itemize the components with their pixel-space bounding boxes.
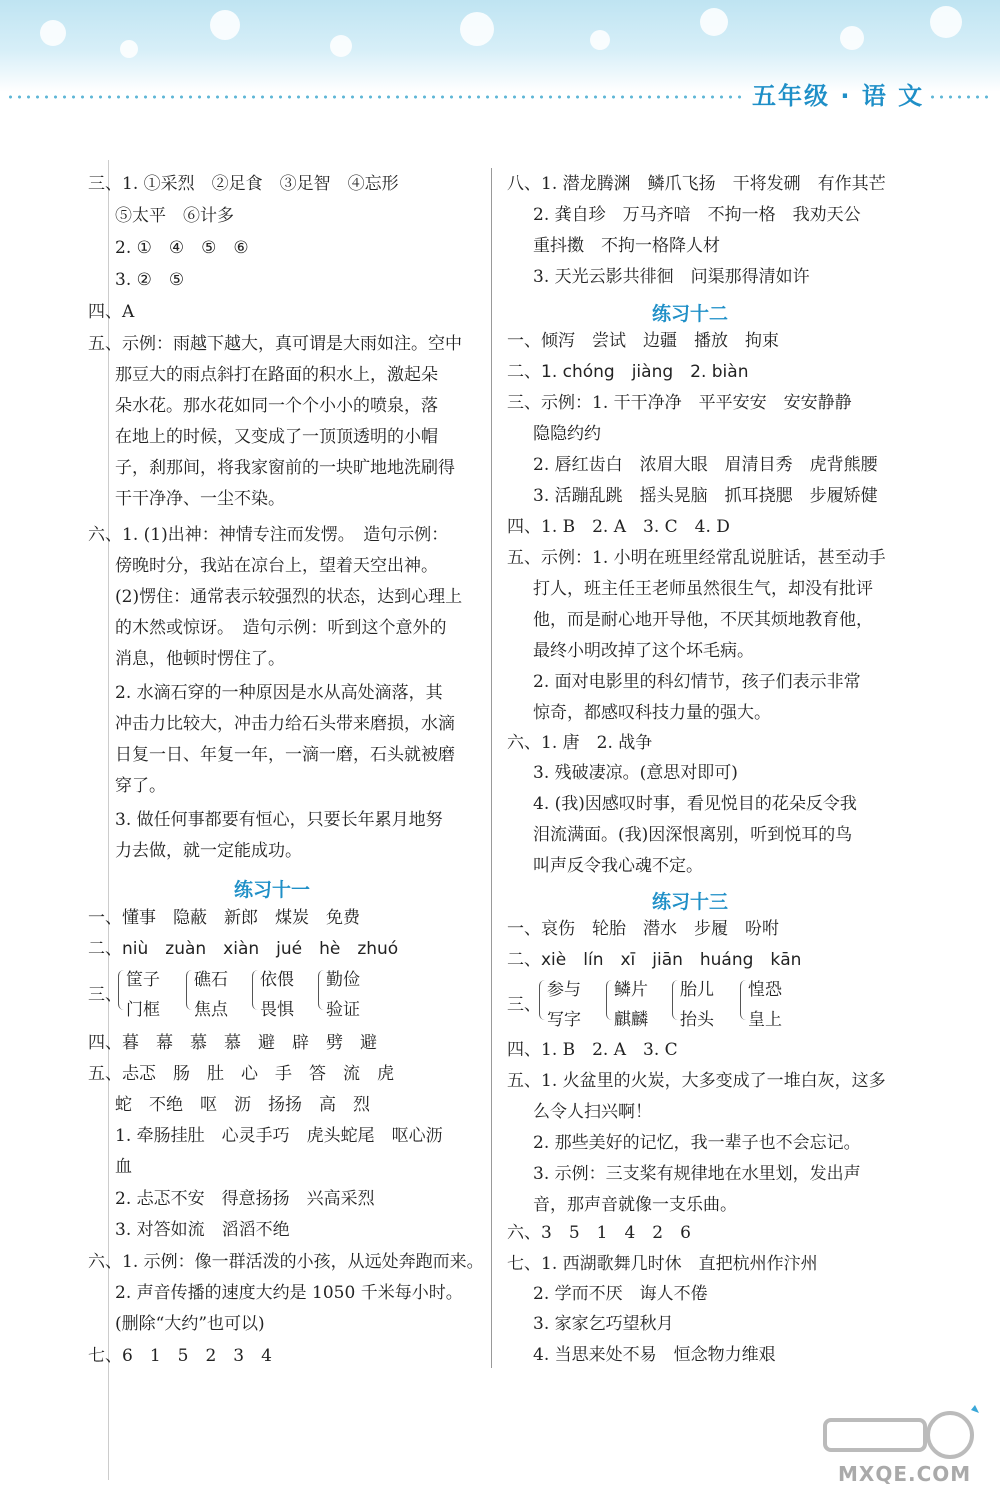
answer-line: 3. 残破凄凉。(意思对即可) <box>533 763 738 783</box>
brace <box>118 970 125 1010</box>
header-dotted-rule <box>6 95 741 99</box>
answer-line: 2. 唇红齿白 浓眉大眼 眉清目秀 虎背熊腰 <box>533 455 878 475</box>
section-title: 练习十一 <box>234 879 311 901</box>
brace <box>252 970 259 1010</box>
answer-line: 惊奇，都感叹科技力量的强大。 <box>533 703 771 723</box>
answer-line: 泪流满面。(我)因深恨离别，听到悦耳的鸟 <box>533 825 853 845</box>
answer-line: 六、1. 唐 2. 战争 <box>507 733 653 753</box>
word: 验证 <box>326 1000 360 1020</box>
answer-line: 2. ① ④ ⑤ ⑥ <box>115 238 249 258</box>
column-divider <box>491 168 492 1368</box>
word: 礁石 <box>194 970 228 990</box>
answer-line: 七、6 1 5 2 3 4 <box>88 1346 272 1366</box>
answer-line: 2. 那些美好的记忆，我一辈子也不会忘记。 <box>533 1133 861 1153</box>
answer-line: 他，而是耐心地开导他，不厌其烦地教育他， <box>533 610 873 630</box>
answer-line: 力去做，就一定能成功。 <box>115 841 302 861</box>
answer-line: 蛇 不绝 呕 沥 扬扬 高 烈 <box>115 1095 370 1115</box>
answer-line: 一、哀伤 轮胎 潜水 步履 吩咐 <box>507 919 779 939</box>
answer-line: 五、示例：雨越下越大，真可谓是大雨如注。空中 <box>88 334 462 354</box>
word: 惶恐 <box>748 980 782 1000</box>
answer-line: 一、倾泻 尝试 边疆 播放 拘束 <box>507 331 779 351</box>
answer-line: 干干净净、一尘不染。 <box>115 489 285 509</box>
answer-line: 2. 水滴石穿的一种原因是水从高处滴落，其 <box>115 683 443 703</box>
answer-line: 血 <box>115 1157 132 1177</box>
word: 皇上 <box>748 1010 782 1030</box>
answer-line: 六、3 5 1 4 2 6 <box>507 1223 691 1243</box>
answer-line: 1. 牵肠挂肚 心灵手巧 虎头蛇尾 呕心沥 <box>115 1126 443 1146</box>
answer-line: 3. 活蹦乱跳 摇头晃脑 抓耳挠腮 步履矫健 <box>533 486 878 506</box>
word: 参与 <box>547 980 581 1000</box>
word: 写字 <box>547 1010 581 1030</box>
answer-line: 冲击力比较大，冲击力给石头带来磨损，水滴 <box>115 714 455 734</box>
answer-line: 2. 龚自珍 万马齐喑 不拘一格 我劝天公 <box>533 205 861 225</box>
answer-line: 3. 示例：三支桨有规律地在水里划，发出声 <box>533 1164 861 1184</box>
answer-line: 朵水花。那水花如同一个个小小的喷泉，落 <box>115 396 438 416</box>
answer-line: 3. 对答如流 滔滔不绝 <box>115 1220 290 1240</box>
answer-line: 2. 学而不厌 诲人不倦 <box>533 1284 708 1304</box>
answer-line: 4. (我)因感叹时事，看见悦目的花朵反令我 <box>533 794 857 814</box>
margin-line <box>108 160 109 1480</box>
answer-line: 的木然或惊讶。 造句示例：听到这个意外的 <box>115 618 447 638</box>
answer-line: 四、1. B 2. A 3. C 4. D <box>507 517 730 537</box>
answer-line: ⑤太平 ⑥计多 <box>115 206 234 226</box>
word: 焦点 <box>194 1000 228 1020</box>
word: 麒麟 <box>614 1010 648 1030</box>
brace <box>186 970 193 1010</box>
answer-line: 七、1. 西湖歌舞几时休 直把杭州作汴州 <box>507 1254 818 1274</box>
word: 抬头 <box>680 1010 714 1030</box>
answer-line: 四、A <box>88 302 135 322</box>
page-header-title: 五年级 · 语 文 <box>752 82 925 110</box>
answer-line: (2)愣住：通常表示较强烈的状态，达到心理上 <box>115 587 463 607</box>
answer-line: 重抖擞 不拘一格降人材 <box>533 236 720 256</box>
answer-line: 三、1. ①采烈 ②足食 ③足智 ④忘形 <box>88 174 399 194</box>
answer-line: 日复一日、年复一年，一滴一磨，石头就被磨 <box>115 745 455 765</box>
answer-line: 八、1. 潜龙腾渊 鳞爪飞扬 干将发硎 有作其芒 <box>507 174 886 194</box>
answer-line: 穿了。 <box>115 776 166 796</box>
answer-line: 四、暮 幕 慕 慕 避 辟 劈 避 <box>88 1033 377 1053</box>
section-title: 练习十三 <box>652 891 729 913</box>
group-label: 三、 <box>507 995 541 1015</box>
answer-line: 六、1. 示例：像一群活泼的小孩，从远处奔跑而来。 <box>88 1252 484 1272</box>
word: 畏惧 <box>260 1000 294 1020</box>
word: 筐子 <box>126 970 160 990</box>
brace <box>539 980 546 1020</box>
group-label: 三、 <box>88 985 122 1005</box>
answer-line: 最终小明改掉了这个坏毛病。 <box>533 641 754 661</box>
answer-line: 么令人扫兴啊！ <box>533 1102 652 1122</box>
answer-line: 打人，班主任王老师虽然很生气，却没有批评 <box>533 579 873 599</box>
brace <box>740 980 747 1020</box>
word: 门框 <box>126 1000 160 1020</box>
section-title: 练习十二 <box>652 303 729 325</box>
answer-line: 3. 做任何事都要有恒心，只要长年累月地努 <box>115 810 443 830</box>
answer-line: 五、忐忑 肠 肚 心 手 答 流 虎 <box>88 1064 394 1084</box>
answer-line: 那豆大的雨点斜打在路面的积水上，激起朵 <box>115 365 438 385</box>
answer-line: 2. 忐忑不安 得意扬扬 兴高采烈 <box>115 1189 375 1209</box>
answer-line: 2. 声音传播的速度大约是 1050 千米每小时。 <box>115 1283 463 1303</box>
answer-line: 六、1. (1)出神：神情专注而发愣。 造句示例： <box>88 525 449 545</box>
answer-line: 二、niù zuàn xiàn jué hè zhuó <box>88 939 399 959</box>
brace <box>318 970 325 1010</box>
brace <box>606 980 613 1020</box>
answer-line: 二、xiè lín xī jiān huáng kān <box>507 950 802 970</box>
answer-line: 隐隐约约 <box>533 424 601 444</box>
answer-line: 4. 当思来处不易 恒念物力维艰 <box>533 1345 776 1365</box>
answer-line: 五、示例：1. 小明在班里经常乱说脏话，甚至动手 <box>507 548 886 568</box>
answer-line: 3. ② ⑤ <box>115 270 185 290</box>
word: 依偎 <box>260 970 294 990</box>
answer-line: (删除“大约”也可以) <box>115 1314 265 1334</box>
answer-line: 叫声反令我心魂不定。 <box>533 856 703 876</box>
answer-line: 2. 面对电影里的科幻情节，孩子们表示非常 <box>533 672 861 692</box>
word: 鳞片 <box>614 980 648 1000</box>
watermark-logo <box>815 1400 985 1470</box>
answer-line: 在地上的时候，又变成了一顶顶透明的小帽 <box>115 427 438 447</box>
answer-line: 消息，他顿时愣住了。 <box>115 649 285 669</box>
answer-line: 五、1. 火盆里的火炭，大多变成了一堆白灰，这多 <box>507 1071 886 1091</box>
answer-line: 二、1. chóng jiàng 2. biàn <box>507 362 749 382</box>
brace <box>672 980 679 1020</box>
header-dotted-rule-right <box>928 95 990 99</box>
answer-line: 三、示例：1. 干干净净 平平安安 安安静静 <box>507 393 852 413</box>
watermark-url: MXQE.COM <box>838 1462 972 1486</box>
answer-line: 傍晚时分，我站在凉台上，望着天空出神。 <box>115 556 438 576</box>
answer-line: 一、懂事 隐蔽 新郎 煤炭 免费 <box>88 908 360 928</box>
answer-line: 3. 家家乞巧望秋月 <box>533 1314 674 1334</box>
word: 胎儿 <box>680 980 714 1000</box>
answer-line: 音，那声音就像一支乐曲。 <box>533 1195 737 1215</box>
answer-line: 3. 天光云影共徘徊 问渠那得清如许 <box>533 267 810 287</box>
answer-line: 子，刹那间，将我家窗前的一块旷地地洗刷得 <box>115 458 455 478</box>
answer-line: 四、1. B 2. A 3. C <box>507 1040 678 1060</box>
word: 勤俭 <box>326 970 360 990</box>
